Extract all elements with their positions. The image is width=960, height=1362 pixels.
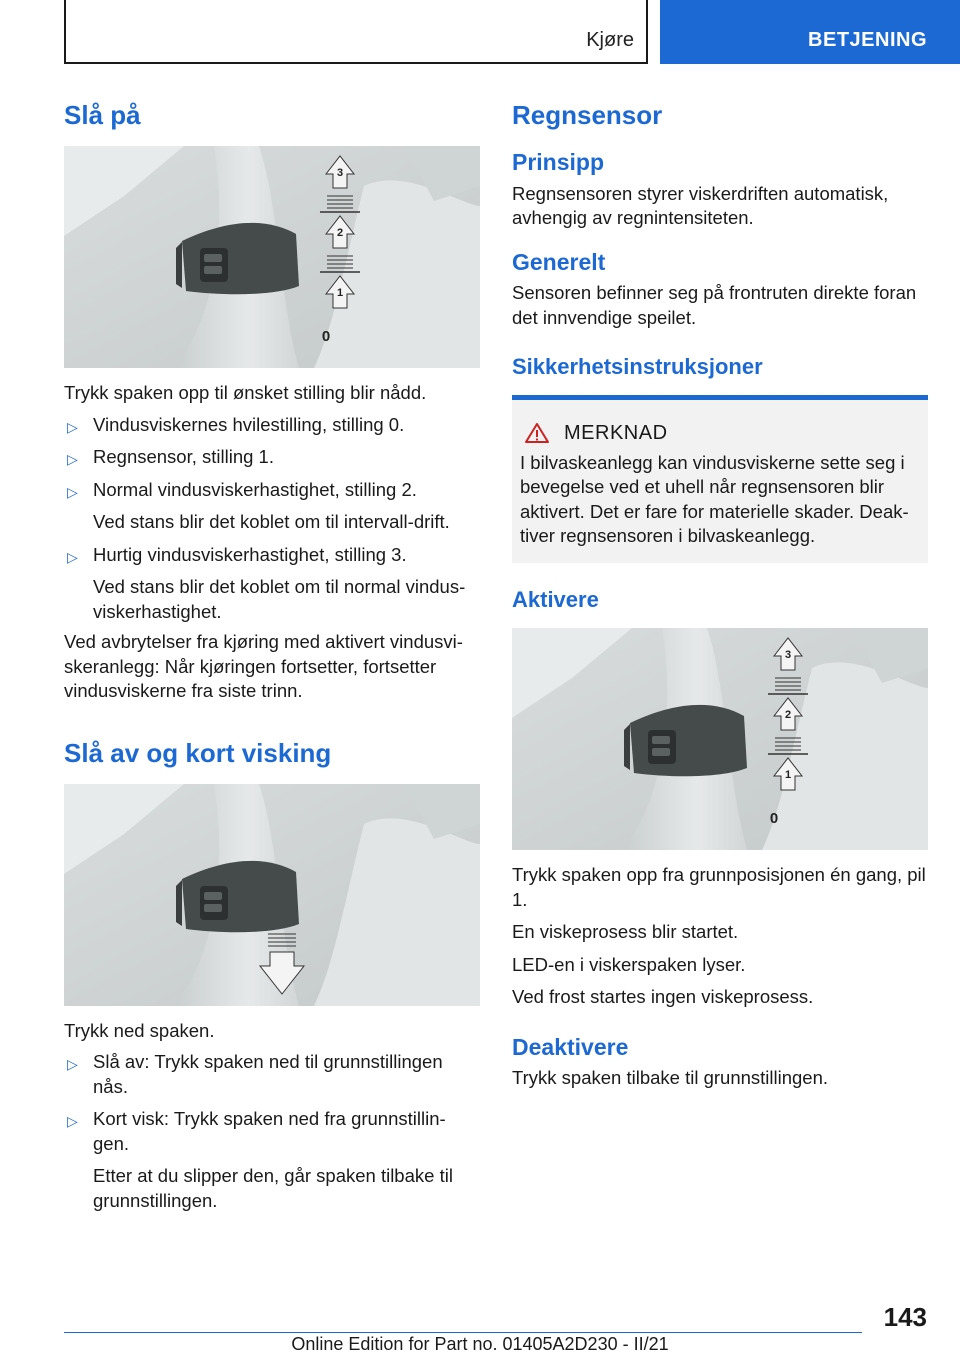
turn-on-list: [64, 413, 480, 625]
label-pos-2: 2: [336, 227, 344, 240]
list-item: ▷ Slå av: Trykk spaken ned til grunnstillingen nås.: [67, 1051, 443, 1097]
general-text: Sensoren befinner seg på frontruten direkte foran det innvendige speilet.: [512, 282, 917, 328]
activate-step-3: LED-en i viskerspaken lyser.: [512, 953, 746, 975]
label-pos-3: 3: [336, 167, 344, 180]
heading-activate: Aktivere: [512, 586, 599, 612]
deactivate-text: Trykk spaken tilbake til grunnstillingen.: [512, 1067, 829, 1089]
wiper-lever-up-illustration: [64, 146, 480, 368]
list-item: ▷ Vindusviskernes hvilestilling, stilling 0.: [64, 413, 480, 438]
heading-principle: Prinsipp: [512, 149, 605, 176]
list-item: ▷ Regnsensor, stilling 1.: [64, 445, 480, 470]
right-column: [512, 100, 928, 1091]
header-chapter-tab: [64, 0, 648, 64]
label-pos-0: 0: [769, 810, 779, 828]
heading-general: Generelt: [512, 248, 606, 275]
list-item: ▷ Hurtig vindusviskerhastighet, stilling 3. Ved stans blir det koblet om til normal vindus-viskerhastighet.: [64, 543, 480, 625]
warning-icon: [524, 422, 550, 444]
notice-label: MERKNAD: [564, 421, 668, 444]
activate-step-2: En viskeprosess blir startet.: [512, 921, 739, 943]
list-item-note: Ved stans blir det koblet om til normal vindus-viskerhastighet.: [93, 576, 466, 622]
list-item: ▷ Kort visk: Trykk spaken ned fra grunnstillin-gen. Etter at du slipper den, går spaken tilbake til grunnstillingen.: [64, 1107, 480, 1213]
heading-turn-off: Slå av og kort visking: [64, 737, 332, 768]
turn-off-intro: Trykk ned spaken.: [64, 1019, 215, 1041]
label-pos-0: 0: [321, 328, 331, 346]
label-pos-1: 1: [784, 769, 792, 782]
turn-off-list: [64, 1050, 480, 1213]
notice-text: I bilvaskeanlegg kan vindusviskerne sette seg i bevegelse ved et uhell når regnsensoren blir aktivert. Det er fare for materielle skader. Deak-tiver regnsensoren i bilvaskeanlegg.: [520, 451, 909, 547]
triangle-bullet-icon: ▷: [67, 483, 78, 500]
triangle-bullet-icon: ▷: [67, 1056, 78, 1073]
turn-on-outro: Ved avbrytelser fra kjøring med aktivert vindusvi-skeranlegg: Når kjøringen fortsetter, fortsetter vindusviskerne fra siste trinn.: [64, 631, 463, 702]
heading-safety: Sikkerhetsinstruksjoner: [512, 354, 763, 380]
heading-deactivate: Deaktivere: [512, 1033, 629, 1060]
footer-divider: [64, 1332, 862, 1333]
triangle-bullet-icon: ▷: [67, 548, 78, 565]
list-item-note: Ved stans blir det koblet om til intervall-drift.: [93, 511, 450, 533]
label-pos-1: 1: [336, 287, 344, 300]
wiper-lever-down-illustration: [64, 784, 480, 1006]
heading-turn-on: Slå på: [64, 100, 141, 130]
section-label: BETJENING: [808, 29, 927, 51]
heading-rain-sensor: Regnsensor: [512, 100, 663, 130]
edition-line: Online Edition for Part no. 01405A2D230 - II/21: [291, 1334, 669, 1354]
triangle-bullet-icon: ▷: [67, 1113, 78, 1130]
triangle-bullet-icon: ▷: [67, 451, 78, 468]
principle-text: Regnsensoren styrer viskerdriften automatisk, avhengig av regnintensiteten.: [512, 182, 889, 229]
header-section-tab: [660, 0, 960, 64]
turn-on-intro: Trykk spaken opp til ønsket stilling blir nådd.: [64, 382, 427, 404]
left-column: [64, 100, 480, 1213]
notice-header: [520, 422, 920, 445]
activate-step-1: Trykk spaken opp fra grunnposisjonen én gang, pil 1.: [512, 864, 926, 910]
label-pos-2: 2: [784, 709, 792, 722]
notice-box: [512, 395, 928, 563]
triangle-bullet-icon: ▷: [67, 418, 78, 435]
label-pos-3: 3: [784, 649, 792, 662]
wiper-lever-activate-illustration: [512, 628, 928, 850]
chapter-label: Kjøre: [586, 29, 634, 51]
list-item-note: Etter at du slipper den, går spaken tilbake til grunnstillingen.: [93, 1165, 453, 1211]
page-number: 143: [883, 1302, 927, 1332]
list-item: ▷ Normal vindusviskerhastighet, stilling 2. Ved stans blir det koblet om til intervall-drift.: [64, 478, 480, 535]
activate-step-4: Ved frost startes ingen viskeprosess.: [512, 986, 814, 1008]
